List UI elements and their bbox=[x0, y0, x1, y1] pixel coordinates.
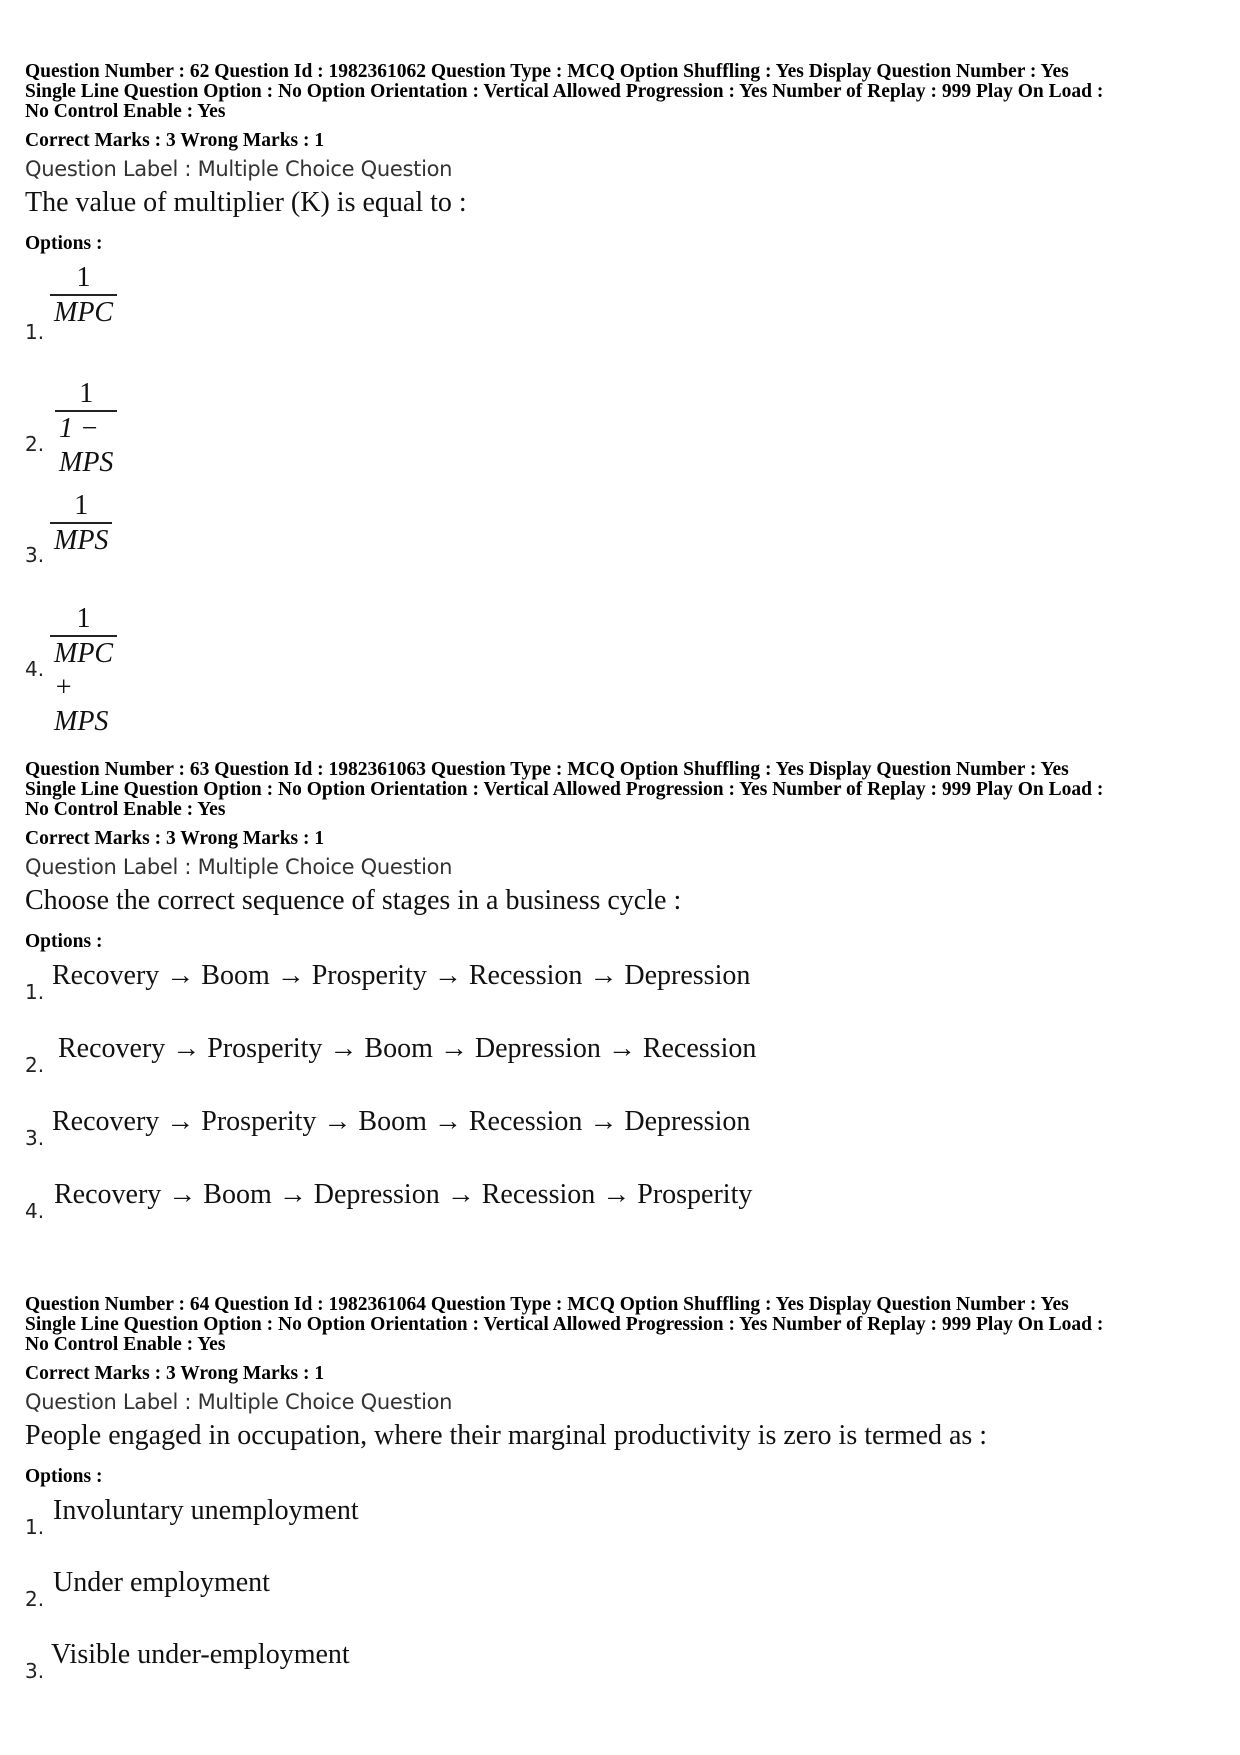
option-fraction bbox=[50, 262, 117, 330]
option-fraction bbox=[50, 603, 117, 739]
question-text: People engaged in occupation, where their marginal productivity is zero is termed as : bbox=[25, 1420, 988, 1451]
question-meta-line: No Control Enable : Yes bbox=[25, 1334, 226, 1355]
fraction-numerator: 1 bbox=[79, 378, 94, 409]
question-63-header bbox=[25, 760, 1220, 953]
options-header: Options : bbox=[25, 233, 103, 254]
question-label: Question Label : Multiple Choice Question bbox=[25, 157, 453, 181]
option-text: Under employment bbox=[53, 1567, 270, 1598]
question-marks: Correct Marks : 3 Wrong Marks : 1 bbox=[25, 130, 325, 151]
option-number: 1. bbox=[25, 1515, 45, 1539]
option-number: 4. bbox=[25, 1199, 45, 1223]
options-header: Options : bbox=[25, 931, 103, 952]
option-number: 3. bbox=[25, 1126, 45, 1150]
option-text: Recovery → Prosperity → Boom → Depression → Recession bbox=[58, 1033, 757, 1064]
question-meta-line: No Control Enable : Yes bbox=[25, 101, 226, 122]
question-meta-line: Question Number : 62 Question Id : 1982361062 Question Type : MCQ Option Shuffling : Yes Display Question Number : Yes bbox=[25, 61, 1069, 82]
option-number: 2. bbox=[25, 432, 45, 456]
option-text: Visible under-employment bbox=[51, 1639, 350, 1670]
question-meta-line: Single Line Question Option : No Option Orientation : Vertical Allowed Progression : Yes Number of Replay : 999 Play On Load : bbox=[25, 1314, 1104, 1335]
question-62-header bbox=[25, 62, 1220, 255]
question-meta-line: Single Line Question Option : No Option Orientation : Vertical Allowed Progression : Yes Number of Replay : 999 Play On Load : bbox=[25, 81, 1104, 102]
question-marks: Correct Marks : 3 Wrong Marks : 1 bbox=[25, 1363, 325, 1384]
option-number: 2. bbox=[25, 1053, 45, 1077]
fraction-denominator: MPS bbox=[54, 525, 109, 556]
question-meta-line: Single Line Question Option : No Option Orientation : Vertical Allowed Progression : Yes Number of Replay : 999 Play On Load : bbox=[25, 779, 1104, 800]
option-number: 4. bbox=[25, 657, 45, 681]
option-text: Recovery → Prosperity → Boom → Recession → Depression bbox=[52, 1106, 751, 1137]
question-64-header bbox=[25, 1295, 1220, 1488]
question-text: Choose the correct sequence of stages in a business cycle : bbox=[25, 885, 682, 916]
fraction-denominator: MPC bbox=[54, 297, 114, 328]
fraction-denominator: 1 − MPS bbox=[59, 413, 114, 478]
option-fraction bbox=[50, 490, 112, 558]
fraction-numerator: 1 bbox=[74, 490, 89, 521]
options-header: Options : bbox=[25, 1466, 103, 1487]
question-meta-line: Question Number : 64 Question Id : 1982361064 Question Type : MCQ Option Shuffling : Yes Display Question Number : Yes bbox=[25, 1294, 1069, 1315]
fraction-numerator: 1 bbox=[76, 262, 91, 293]
option-number: 2. bbox=[25, 1587, 45, 1611]
option-number: 3. bbox=[25, 543, 45, 567]
question-marks: Correct Marks : 3 Wrong Marks : 1 bbox=[25, 828, 325, 849]
question-meta-line: Question Number : 63 Question Id : 1982361063 Question Type : MCQ Option Shuffling : Yes Display Question Number : Yes bbox=[25, 759, 1069, 780]
fraction-numerator: 1 bbox=[76, 603, 91, 634]
question-meta-line: No Control Enable : Yes bbox=[25, 799, 226, 820]
question-text: The value of multiplier (K) is equal to : bbox=[25, 187, 467, 218]
fraction-denominator: MPC + MPS bbox=[54, 638, 114, 737]
option-number: 3. bbox=[25, 1659, 45, 1683]
option-text: Recovery → Boom → Prosperity → Recession → Depression bbox=[52, 960, 751, 991]
option-text: Recovery → Boom → Depression → Recession → Prosperity bbox=[54, 1179, 753, 1210]
option-text: Involuntary unemployment bbox=[53, 1495, 359, 1526]
option-number: 1. bbox=[25, 980, 45, 1004]
option-fraction bbox=[55, 378, 117, 480]
question-label: Question Label : Multiple Choice Question bbox=[25, 1390, 453, 1414]
option-number: 1. bbox=[25, 320, 45, 344]
question-label: Question Label : Multiple Choice Question bbox=[25, 855, 453, 879]
